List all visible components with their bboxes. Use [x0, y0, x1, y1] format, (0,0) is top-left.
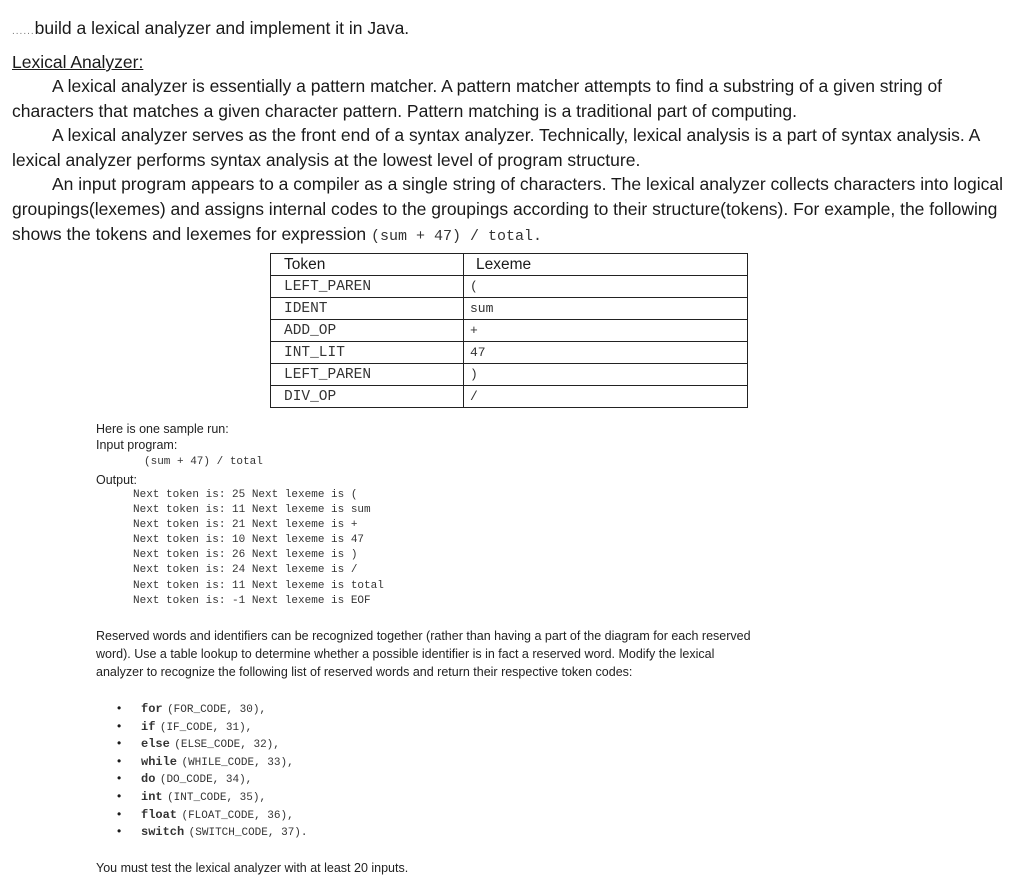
lexeme-cell: (	[464, 276, 748, 298]
token-cell: LEFT_PAREN	[271, 364, 464, 386]
table-row	[271, 342, 748, 364]
token-cell: LEFT_PAREN	[271, 276, 464, 298]
token-code: (ELSE_CODE, 32),	[174, 739, 280, 752]
intro-paragraphs	[12, 74, 1012, 249]
bullet-icon: •	[117, 718, 122, 733]
list-item	[117, 822, 308, 840]
table-header-row	[271, 254, 748, 276]
reserved-words-list	[117, 699, 308, 840]
reserved-keyword: if	[141, 719, 156, 734]
input-program-label: Input program:	[96, 438, 178, 452]
header-lexeme: Lexeme	[464, 254, 748, 276]
input-program-code: (sum + 47) / total	[144, 456, 263, 468]
token-cell: ADD_OP	[271, 320, 464, 342]
table-row	[271, 364, 748, 386]
table-row	[271, 276, 748, 298]
output-line: Next token is: 11 Next lexeme is total	[133, 579, 384, 592]
list-item	[117, 769, 308, 787]
reserved-keyword: do	[141, 772, 156, 787]
lexeme-cell: 47	[464, 342, 748, 364]
bullet-icon: •	[117, 788, 122, 803]
reserved-keyword: int	[141, 789, 163, 804]
token-cell: INT_LIT	[271, 342, 464, 364]
output-line: Next token is: 26 Next lexeme is )	[133, 549, 358, 562]
token-cell: DIV_OP	[271, 386, 464, 408]
header-token: Token	[271, 254, 464, 276]
output-line: Next token is: 24 Next lexeme is /	[133, 564, 358, 577]
token-cell: IDENT	[271, 298, 464, 320]
token-code: (FOR_CODE, 30),	[167, 704, 267, 716]
output-line: Next token is: 11 Next lexeme is sum	[133, 504, 371, 517]
list-item	[117, 805, 308, 823]
lexeme-cell: +	[464, 320, 748, 342]
reserved-keyword: for	[141, 702, 163, 716]
token-code: (WHILE_CODE, 33),	[181, 756, 294, 769]
expression-code: (sum + 47) / total.	[370, 227, 542, 245]
list-item	[117, 787, 308, 805]
lexeme-cell: )	[464, 364, 748, 386]
list-item	[117, 752, 308, 770]
reserved-keyword: else	[141, 737, 170, 752]
output-line: Next token is: -1 Next lexeme is EOF	[133, 594, 371, 607]
output-label: Output:	[96, 473, 137, 487]
output-line: Next token is: 21 Next lexeme is +	[133, 519, 358, 532]
output-listing	[133, 488, 384, 609]
reserved-keyword: while	[141, 754, 178, 769]
bullet-icon: •	[117, 806, 122, 821]
token-code: (INT_CODE, 35),	[167, 791, 267, 804]
token-code: (FLOAT_CODE, 36),	[181, 809, 294, 822]
table-row	[271, 386, 748, 408]
token-code: (SWITCH_CODE, 37).	[188, 827, 308, 840]
reserved-keyword: switch	[141, 825, 185, 840]
header-text: build a lexical analyzer and implement it in Java.	[34, 18, 410, 38]
lexeme-cell: sum	[464, 298, 748, 320]
list-item	[117, 734, 308, 752]
list-item	[117, 717, 308, 735]
paragraph-3	[12, 172, 1012, 249]
table-row	[271, 320, 748, 342]
table-row	[271, 298, 748, 320]
reserved-keyword: float	[141, 807, 178, 822]
bullet-icon: •	[117, 736, 122, 751]
paragraph-1: A lexical analyzer is essentially a pattern matcher. A pattern matcher attempts to find a substring of a given string of characters that matches a given character pattern. Pattern matching is a traditional part of computing.	[12, 76, 943, 121]
bullet-icon: •	[117, 771, 122, 786]
token-code: (DO_CODE, 34),	[159, 774, 253, 787]
bullet-icon: •	[117, 753, 122, 768]
document-header	[12, 16, 409, 45]
lexeme-cell: /	[464, 386, 748, 408]
bullet-icon: •	[117, 824, 122, 839]
output-line: Next token is: 10 Next lexeme is 47	[133, 534, 365, 547]
token-lexeme-table	[270, 253, 748, 408]
bullet-icon: •	[117, 701, 122, 715]
reserved-words-paragraph: Reserved words and identifiers can be recognized together (rather than having a part of the diagram for each reserved word). Use a table lookup to determine whether a possible identifier is in fact a reserved word. Modify the lexical analyzer to recognize the following list of reserved words and return their respective token codes:	[96, 629, 751, 679]
sample-run-label: Here is one sample run:	[96, 422, 229, 436]
test-requirement-note: You must test the lexical analyzer with at least 20 inputs.	[96, 861, 409, 875]
header-dots: ......	[12, 26, 35, 37]
paragraph-3-text: An input program appears to a compiler as a single string of characters. The lexical analyzer collects characters into logical groupings(lexemes) and assigns internal codes to the groupings according to their structure(tokens). For example, the following shows the tokens and lexemes for expression	[12, 174, 1003, 244]
list-item	[117, 699, 308, 717]
paragraph-2: A lexical analyzer serves as the front end of a syntax analyzer. Technically, lexical analysis is a part of syntax analysis. A lexical analyzer performs syntax analysis at the lowest level of program structure.	[12, 125, 980, 170]
section-title: Lexical Analyzer:	[12, 52, 144, 72]
output-line: Next token is: 25 Next lexeme is (	[133, 489, 358, 501]
token-code: (IF_CODE, 31),	[159, 721, 253, 734]
